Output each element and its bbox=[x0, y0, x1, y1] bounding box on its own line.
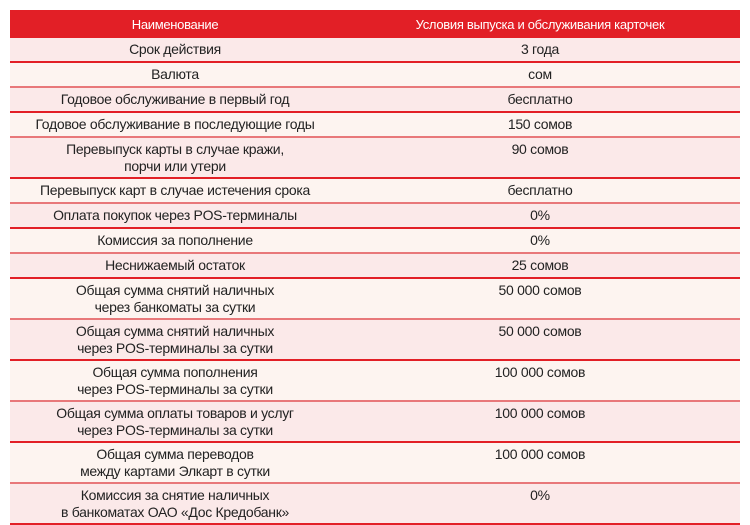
table-row bbox=[10, 87, 740, 112]
table-row bbox=[10, 442, 740, 483]
table-row bbox=[10, 178, 740, 203]
table-row bbox=[10, 137, 740, 178]
row-value: бесплатно bbox=[340, 178, 740, 203]
row-name: Годовое обслуживание в последующие годы bbox=[10, 112, 340, 137]
header-name: Наименование bbox=[10, 10, 340, 38]
table-row bbox=[10, 228, 740, 253]
row-value: 50 000 сомов bbox=[340, 278, 740, 319]
row-name: Оплата покупок через POS-терминалы bbox=[10, 203, 340, 228]
row-name: Срок действия bbox=[10, 38, 340, 62]
row-name: Комиссия за пополнение bbox=[10, 228, 340, 253]
row-name: Общая сумма снятий наличных через банкоматы за сутки bbox=[10, 278, 340, 319]
row-value: сом bbox=[340, 62, 740, 87]
row-name: Неснижаемый остаток bbox=[10, 253, 340, 278]
table-row bbox=[10, 278, 740, 319]
table-row bbox=[10, 203, 740, 228]
row-value: 100 000 сомов bbox=[340, 442, 740, 483]
row-value: 3 года bbox=[340, 38, 740, 62]
row-value: 0% bbox=[340, 483, 740, 524]
row-name: Общая сумма снятий наличных через POS-терминалы за сутки bbox=[10, 319, 340, 360]
table-row bbox=[10, 483, 740, 524]
row-name: Общая сумма оплаты товаров и услуг через POS-терминалы за сутки bbox=[10, 401, 340, 442]
table-header-row bbox=[10, 10, 740, 38]
row-value: 150 сомов bbox=[340, 112, 740, 137]
row-value: 0% bbox=[340, 203, 740, 228]
row-value: 90 сомов bbox=[340, 137, 740, 178]
row-name: Общая сумма переводов между картами Элкарт в сутки bbox=[10, 442, 340, 483]
row-name: Перевыпуск карты в случае кражи, порчи или утери bbox=[10, 137, 340, 178]
table-row bbox=[10, 253, 740, 278]
row-value: 100 000 сомов bbox=[340, 401, 740, 442]
row-name: Годовое обслуживание в первый год bbox=[10, 87, 340, 112]
table-row bbox=[10, 401, 740, 442]
row-name: Перевыпуск карт в случае истечения срока bbox=[10, 178, 340, 203]
table-row bbox=[10, 112, 740, 137]
table-row bbox=[10, 62, 740, 87]
row-name: Общая сумма пополнения через POS-терминалы за сутки bbox=[10, 360, 340, 401]
row-value: 25 сомов bbox=[340, 253, 740, 278]
row-name: Валюта bbox=[10, 62, 340, 87]
row-value: 50 000 сомов bbox=[340, 319, 740, 360]
table-row bbox=[10, 319, 740, 360]
row-value: бесплатно bbox=[340, 87, 740, 112]
row-name: Комиссия за снятие наличных в банкоматах ОАО «Дос Кредобанк» bbox=[10, 483, 340, 524]
table-row bbox=[10, 38, 740, 62]
table-row bbox=[10, 360, 740, 401]
row-value: 0% bbox=[340, 228, 740, 253]
row-value: 100 000 сомов bbox=[340, 360, 740, 401]
card-conditions-table bbox=[10, 10, 740, 525]
header-conditions: Условия выпуска и обслуживания карточек bbox=[340, 10, 740, 38]
